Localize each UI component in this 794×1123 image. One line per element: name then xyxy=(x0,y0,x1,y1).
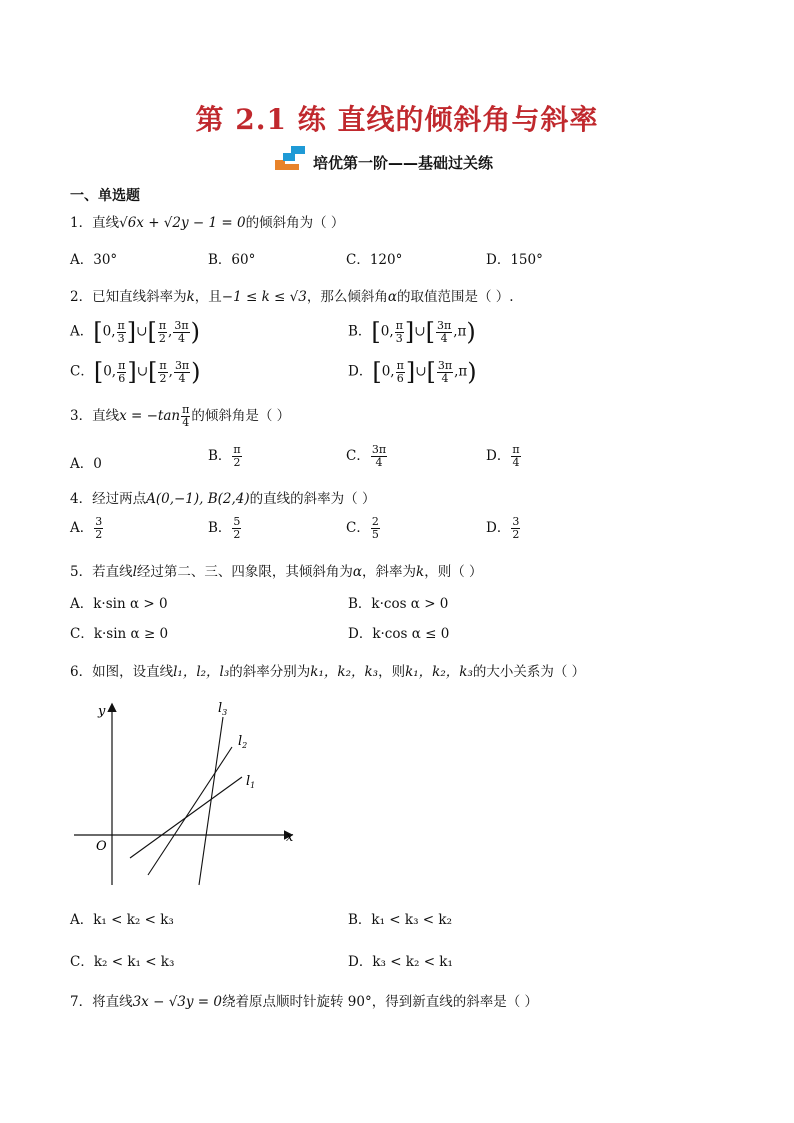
question-1 xyxy=(70,211,344,231)
q2-stem-post: 的取值范围是（ ）. xyxy=(396,289,514,305)
q7-math: 3x − √3y = 0 xyxy=(132,994,222,1010)
bracket: ] xyxy=(405,358,416,386)
bracket: ] xyxy=(127,358,137,386)
l3-label: $l_3$ xyxy=(218,701,228,717)
q3-math: x = −tan xyxy=(119,408,181,424)
q3-stem-post: 的倾斜角是（ ） xyxy=(191,408,291,424)
q2-range: −1 ≤ k ≤ √3 xyxy=(221,289,307,305)
lines-figure xyxy=(66,695,316,895)
q5-k: k xyxy=(416,564,425,580)
bracket: [ xyxy=(147,318,157,346)
q4-b-label: B． xyxy=(208,520,232,536)
subtitle: 培优第一阶——基础过关练 xyxy=(313,154,494,172)
q2-stem-mid2: ，那么倾斜角 xyxy=(306,289,388,305)
section-heading: 一、单选题 xyxy=(70,188,140,204)
q5-l: l xyxy=(132,564,137,580)
q2-option-d[interactable]: D．[0, $\frac{\pi}{6}$ ]∪[ $\frac{3\pi}{4}$ ,π) xyxy=(348,358,477,386)
q7-stem-post: 绕着原点顺时针旋转 90°，得到新直线的斜率是（ ） xyxy=(222,994,539,1010)
q1-stem-post: 的倾斜角为（ ） xyxy=(245,215,345,231)
line-l2 xyxy=(148,747,232,875)
q6-lines: l₁，l₂，l₃ xyxy=(173,664,230,680)
frac: $\frac{2}{5}$ xyxy=(371,515,379,541)
bracket: [ xyxy=(372,358,382,386)
bracket: ) xyxy=(191,358,201,386)
q4-a-label: A． xyxy=(70,520,94,536)
q2-alpha: α xyxy=(387,289,397,305)
frac: $\frac{\pi}{4}$ xyxy=(182,403,190,429)
q1-option-c[interactable]: C．120° xyxy=(346,252,403,268)
q2-option-b[interactable]: B．[0, $\frac{\pi}{3}$ ]∪[ $\frac{3\pi}{4}$ ,π) xyxy=(348,318,476,346)
bracket: ] xyxy=(126,318,137,346)
bracket: [ xyxy=(426,358,436,386)
frac: $\frac{\pi}{2}$ xyxy=(233,443,241,469)
q6-option-d[interactable]: D．k₃ < k₂ < k₁ xyxy=(348,954,453,970)
q3-option-c[interactable] xyxy=(346,444,388,469)
q2-a-label: A． xyxy=(70,323,94,340)
page-title: 第 2.1 练 直线的倾斜角与斜率 xyxy=(195,103,599,136)
q6-stem-mid2: ，则 xyxy=(378,664,406,680)
q6-option-c[interactable]: C．k₂ < k₁ < k₃ xyxy=(70,954,175,970)
q3-option-b[interactable] xyxy=(208,444,243,469)
q3-option-d[interactable] xyxy=(486,444,522,469)
q6-option-a[interactable]: A．k₁ < k₂ < k₃ xyxy=(70,912,174,928)
q1-option-a[interactable]: A．30° xyxy=(70,252,118,268)
frac: $\frac{\pi}{2}$ xyxy=(158,318,167,345)
question-7 xyxy=(70,990,538,1010)
q4-d-label: D． xyxy=(486,520,511,536)
bracket: [ xyxy=(425,318,435,346)
q2-c-label: C． xyxy=(70,363,94,380)
bracket: [ xyxy=(371,318,381,346)
x-label: x xyxy=(286,830,294,845)
q6-option-b[interactable]: B．k₁ < k₃ < k₂ xyxy=(348,912,452,928)
q2-option-c[interactable]: C．[0, $\frac{\pi}{6}$ ]∪[ $\frac{\pi}{2}$ , $\frac{3\pi}{4}$ ) xyxy=(70,358,201,386)
frac: $\frac{3\pi}{4}$ xyxy=(437,358,453,385)
q7-stem-pre: 7．将直线 xyxy=(70,994,133,1010)
q4-points: A(0,−1), B(2,4) xyxy=(146,491,250,507)
q5-option-c[interactable]: C．k·sin α ≥ 0 xyxy=(70,626,169,642)
q5-alpha: α xyxy=(352,564,363,580)
q5-option-b[interactable]: B．k·cos α > 0 xyxy=(348,596,449,612)
q3-c-label: C． xyxy=(346,448,370,464)
q1-option-b[interactable]: B．60° xyxy=(208,252,256,268)
q5-stem-mid: 经过第二、三、四象限，其倾斜角为 xyxy=(136,564,353,580)
q5-stem-pre: 5．若直线 xyxy=(70,564,133,580)
question-5 xyxy=(70,560,483,580)
question-6 xyxy=(70,660,585,680)
l1-label: $l_1$ xyxy=(246,774,256,790)
frac: $\frac{\pi}{6}$ xyxy=(118,358,126,385)
q2-k: k xyxy=(186,289,195,305)
q3-stem-pre: 3．直线 xyxy=(70,408,120,424)
frac: $\frac{5}{2}$ xyxy=(233,515,241,541)
frac: $\frac{3\pi}{4}$ xyxy=(174,318,189,345)
q2-b-label: B． xyxy=(348,323,372,340)
line-l3 xyxy=(199,717,223,885)
q2-d-label: D． xyxy=(348,363,373,380)
q2-stem-mid: ，且 xyxy=(194,289,222,305)
frac: $\frac{3\pi}{4}$ xyxy=(436,318,452,345)
q1-option-d[interactable]: D．150° xyxy=(486,252,543,268)
frac: $\frac{\pi}{3}$ xyxy=(117,318,125,345)
question-2 xyxy=(70,285,514,305)
q4-option-b[interactable] xyxy=(208,516,242,541)
q3-option-a[interactable]: A．0 xyxy=(70,456,102,472)
q3-b-label: B． xyxy=(208,448,232,464)
bracket: ) xyxy=(466,318,476,346)
question-3 xyxy=(70,404,290,429)
q6-stem-mid: 的斜率分别为 xyxy=(229,664,311,680)
frac: $\frac{\pi}{2}$ xyxy=(159,358,167,385)
q6-ks: k₁，k₂，k₃ xyxy=(310,664,379,680)
frac: $\frac{\pi}{4}$ xyxy=(512,443,520,469)
frac: $\frac{3}{2}$ xyxy=(95,515,103,541)
q5-option-d[interactable]: D．k·cos α ≤ 0 xyxy=(348,626,450,642)
frac: $\frac{3\pi}{4}$ xyxy=(174,358,190,385)
frac: $\frac{\pi}{3}$ xyxy=(395,318,403,345)
bracket: ) xyxy=(190,318,200,346)
q6-stem-pre: 6．如图，设直线 xyxy=(70,664,174,680)
q4-option-a[interactable] xyxy=(70,516,104,541)
q6-stem-post: 的大小关系为（ ） xyxy=(472,664,586,680)
frac: $\frac{\pi}{6}$ xyxy=(396,358,404,385)
question-4 xyxy=(70,487,375,507)
q1-math: √6x + √2y − 1 = 0 xyxy=(119,215,246,231)
origin-label: O xyxy=(96,839,107,854)
q2-option-a[interactable]: A．[0, $\frac{\pi}{3}$ ]∪[ $\frac{\pi}{2}$ , $\frac{3\pi}{4}$ ) xyxy=(70,318,200,346)
q6-ks2: k₁，k₂，k₃ xyxy=(405,664,473,680)
q3-d-label: D． xyxy=(486,448,511,464)
q5-option-a[interactable]: A．k·sin α > 0 xyxy=(70,596,168,612)
q5-stem-mid2: ，斜率为 xyxy=(362,564,417,580)
q4-stem-pre: 4．经过两点 xyxy=(70,491,147,507)
q4-option-c[interactable] xyxy=(346,516,381,541)
q4-option-d[interactable] xyxy=(486,516,521,541)
q1-stem-pre: 1．直线 xyxy=(70,215,120,231)
frac: $\frac{3}{2}$ xyxy=(512,515,520,541)
bracket: ] xyxy=(404,318,415,346)
bracket: [ xyxy=(148,358,158,386)
frac: $\frac{3\pi}{4}$ xyxy=(371,443,387,469)
y-label: y xyxy=(98,704,106,719)
q4-stem-post: 的直线的斜率为（ ） xyxy=(249,491,376,507)
q5-stem-post: ，则（ ） xyxy=(424,564,483,580)
stairs-icon xyxy=(275,146,309,174)
bracket: [ xyxy=(93,318,103,346)
l2-label: $l_2$ xyxy=(238,734,248,750)
q4-c-label: C． xyxy=(346,520,370,536)
bracket: ) xyxy=(467,358,477,386)
q2-stem-pre: 2．已知直线斜率为 xyxy=(70,289,187,305)
bracket: [ xyxy=(93,358,104,386)
